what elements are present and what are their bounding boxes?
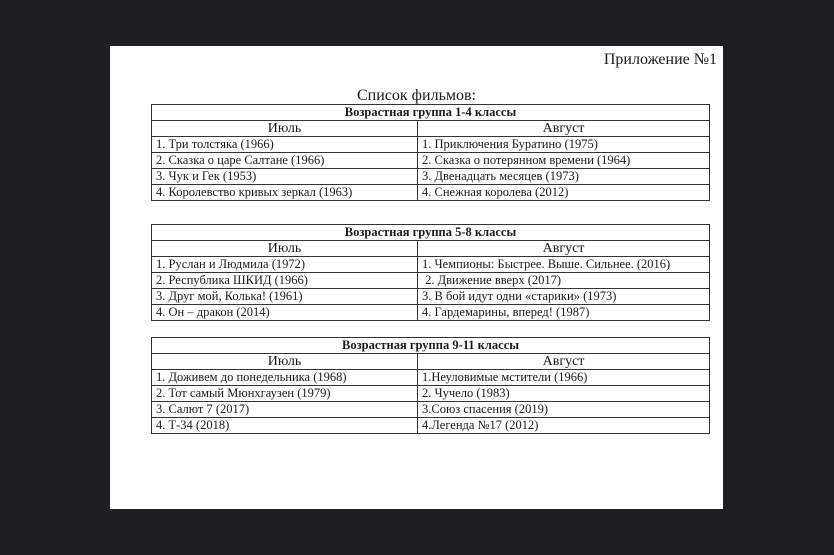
- july-film: 3. Друг мой, Колька! (1961): [152, 289, 418, 305]
- july-film: 2. Республика ШКИД (1966): [152, 273, 418, 289]
- july-film: 2. Тот самый Мюнхгаузен (1979): [152, 386, 418, 402]
- group-title: Возрастная группа 5-8 классы: [152, 225, 710, 241]
- table-row: [152, 386, 710, 402]
- july-film: 1. Три толстяка (1966): [152, 137, 418, 153]
- group-table-9-11: [151, 337, 710, 434]
- appendix-label: Приложение №1: [603, 51, 717, 68]
- table-row: [152, 169, 710, 185]
- table-row: [152, 137, 710, 153]
- table-row: [152, 153, 710, 169]
- august-film: 4. Снежная королева (2012): [418, 185, 710, 201]
- table-row: [152, 305, 710, 321]
- group-table-1-4: [151, 104, 710, 201]
- august-film: 4. Гардемарины, вперед! (1987): [418, 305, 710, 321]
- table-row: [152, 273, 710, 289]
- table-row: [152, 257, 710, 273]
- column-august: Август: [418, 354, 710, 370]
- list-title: Список фильмов:: [356, 87, 476, 104]
- august-film: 4.Легенда №17 (2012): [418, 418, 710, 434]
- column-august: Август: [418, 241, 710, 257]
- group-title: Возрастная группа 1-4 классы: [152, 105, 710, 121]
- table-row: [152, 289, 710, 305]
- july-film: 4. Т-34 (2018): [152, 418, 418, 434]
- july-film: 3. Салют 7 (2017): [152, 402, 418, 418]
- august-film: 3. Двенадцать месяцев (1973): [418, 169, 710, 185]
- document-page: [110, 46, 723, 509]
- table-row: [152, 418, 710, 434]
- group-title: Возрастная группа 9-11 классы: [152, 338, 710, 354]
- table-row: [152, 402, 710, 418]
- table-row: [152, 370, 710, 386]
- august-film: 2. Чучело (1983): [418, 386, 710, 402]
- july-film: 3. Чук и Гек (1953): [152, 169, 418, 185]
- august-film: 1. Чемпионы: Быстрее. Выше. Сильнее. (2016): [418, 257, 710, 273]
- august-film: 1. Приключения Буратино (1975): [418, 137, 710, 153]
- august-film: 1.Неуловимые мстители (1966): [418, 370, 710, 386]
- august-film: 2. Движение вверх (2017): [418, 273, 710, 289]
- july-film: 2. Сказка о царе Салтане (1966): [152, 153, 418, 169]
- column-july: Июль: [152, 121, 418, 137]
- table-row: [152, 185, 710, 201]
- column-july: Июль: [152, 241, 418, 257]
- july-film: 4. Королевство кривых зеркал (1963): [152, 185, 418, 201]
- column-july: Июль: [152, 354, 418, 370]
- july-film: 1. Руслан и Людмила (1972): [152, 257, 418, 273]
- july-film: 1. Доживем до понедельника (1968): [152, 370, 418, 386]
- july-film: 4. Он – дракон (2014): [152, 305, 418, 321]
- august-film: 2. Сказка о потерянном времени (1964): [418, 153, 710, 169]
- column-august: Август: [418, 121, 710, 137]
- group-table-5-8: [151, 224, 710, 321]
- august-film: 3.Союз спасения (2019): [418, 402, 710, 418]
- august-film: 3. В бой идут одни «старики» (1973): [418, 289, 710, 305]
